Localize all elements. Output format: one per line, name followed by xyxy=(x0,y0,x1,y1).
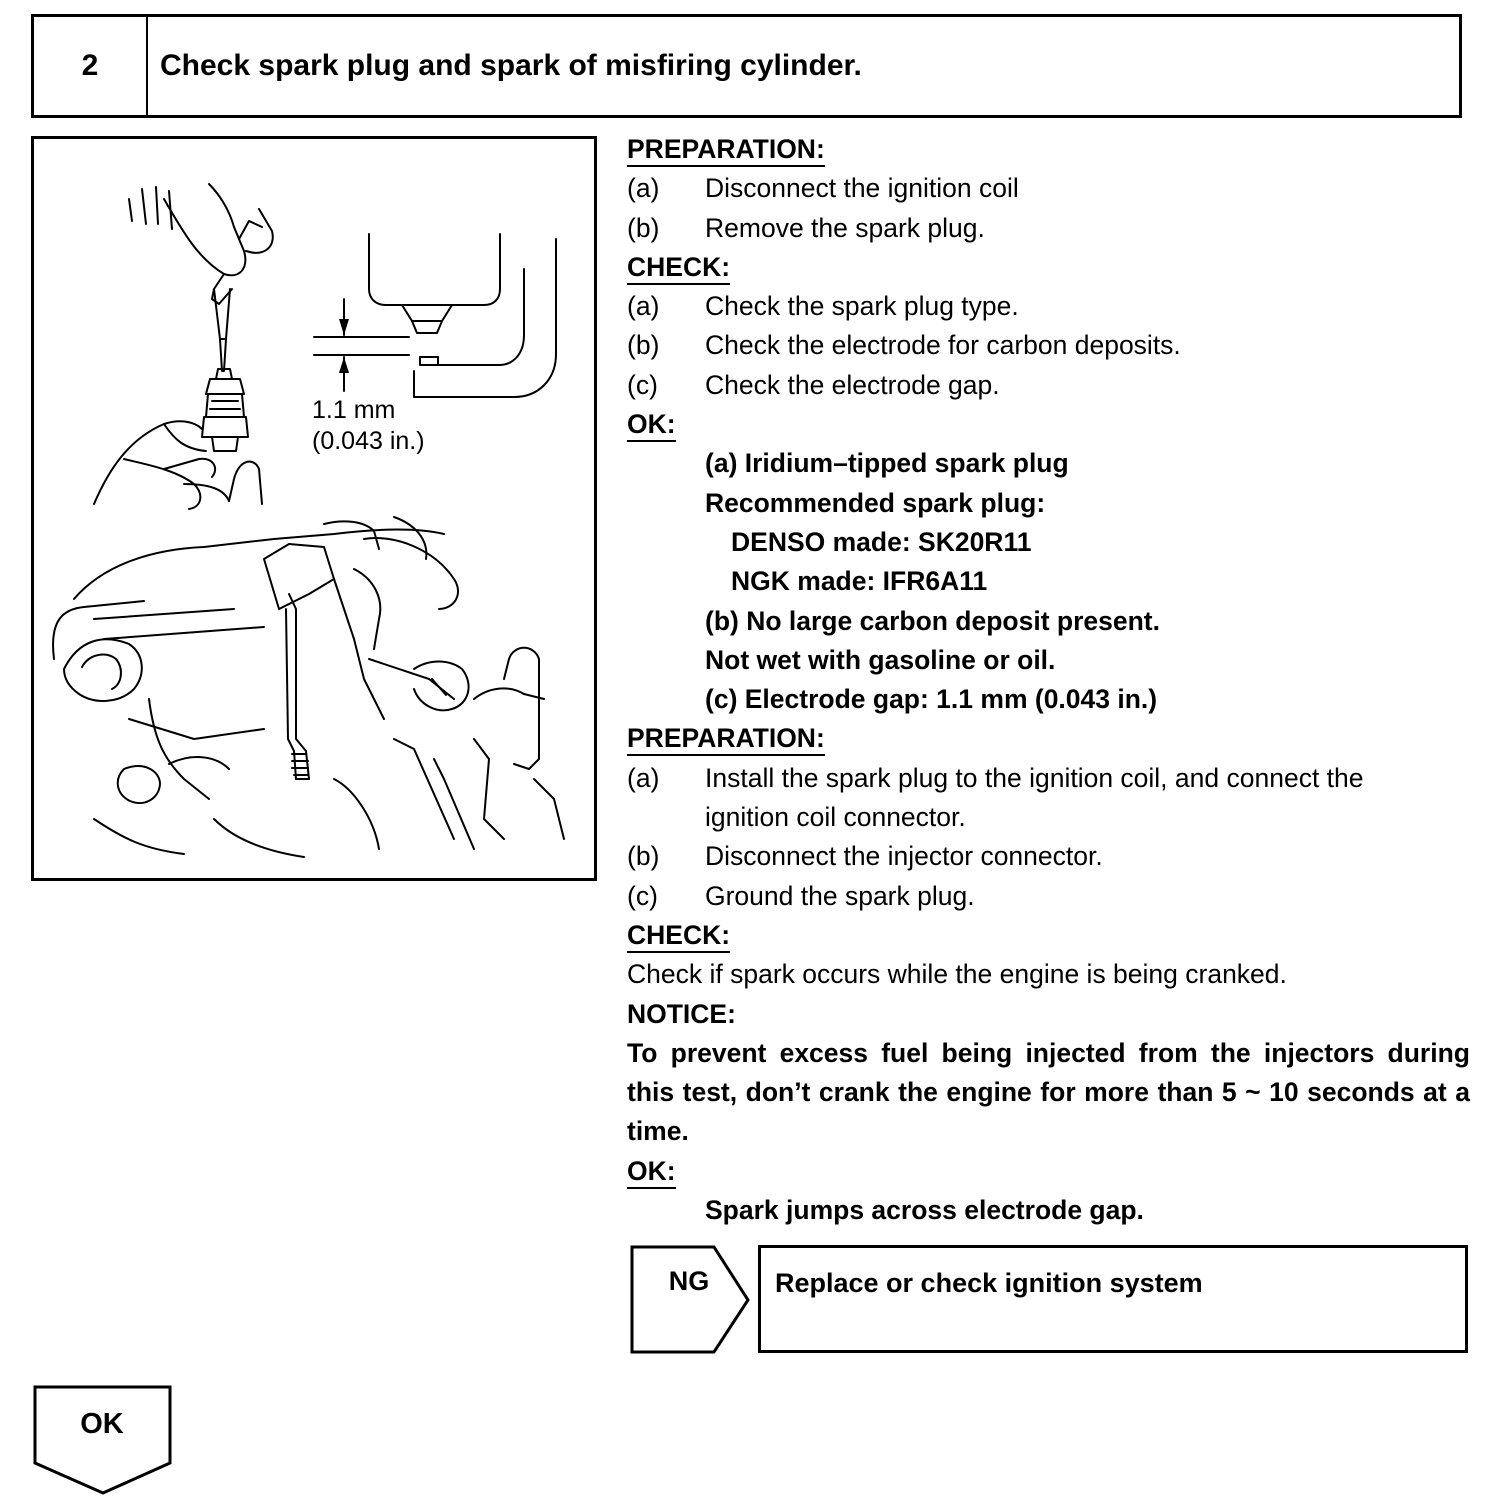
spec-recommended: Recommended spark plug: xyxy=(705,487,1046,518)
spec-not-wet: Not wet with gasoline or oil. xyxy=(705,644,1056,675)
list-item: (a) Disconnect the ignition coil xyxy=(627,173,1019,204)
step-number: 2 xyxy=(34,17,148,115)
preparation-heading-2: PREPARATION: xyxy=(627,723,825,756)
ng-action-text: Replace or check ignition system xyxy=(775,1268,1203,1298)
procedure-text xyxy=(627,130,1472,1230)
step-title: Check spark plug and spark of misfiring cylinder. xyxy=(160,49,862,82)
gap-value-in: (0.043 in.) xyxy=(312,427,425,455)
notice-heading: NOTICE: xyxy=(627,998,736,1029)
spec-spark-plug-type: (a) Iridium–tipped spark plug xyxy=(705,448,1069,479)
check-spark-text: Check if spark occurs while the engine is being cranked. xyxy=(627,959,1287,990)
ng-label: NG xyxy=(668,1266,710,1296)
list-item: ignition coil connector. xyxy=(705,802,966,833)
ok-arrow-shape xyxy=(33,1385,173,1497)
ok-result-text: Spark jumps across electrode gap. xyxy=(705,1195,1144,1226)
ng-arrow-shape xyxy=(630,1245,754,1355)
gap-measurement-label xyxy=(312,395,425,457)
list-item: (c) Ground the spark plug. xyxy=(627,880,975,911)
list-item: (b) Remove the spark plug. xyxy=(627,212,985,243)
ok-heading-2: OK: xyxy=(627,1156,676,1189)
illustration-drawing xyxy=(34,139,594,878)
check-heading-2: CHECK: xyxy=(627,920,730,953)
spec-carbon: (b) No large carbon deposit present. xyxy=(705,605,1160,636)
list-item: (b) Check the electrode for carbon deposits. xyxy=(627,330,1181,361)
check-heading-1: CHECK: xyxy=(627,252,730,285)
spec-gap: (c) Electrode gap: 1.1 mm (0.043 in.) xyxy=(705,684,1158,715)
preparation-heading-1: PREPARATION: xyxy=(627,134,825,167)
list-item: (b) Disconnect the injector connector. xyxy=(627,841,1103,872)
ok-heading-1: OK: xyxy=(627,409,676,442)
spec-denso: DENSO made: SK20R11 xyxy=(731,526,1032,557)
ng-action-box xyxy=(758,1245,1468,1353)
notice-text: To prevent excess fuel being injected from the injectors during this test, don’t crank the engine for more than 5 ~ 10 seconds at a time. xyxy=(627,1037,1470,1147)
list-item: (c) Check the electrode gap. xyxy=(627,369,1000,400)
spark-plug-illustration xyxy=(31,136,597,881)
list-item: (a) Check the spark plug type. xyxy=(627,291,1019,322)
gap-value-mm: 1.1 mm xyxy=(312,396,396,424)
step-header xyxy=(31,14,1462,118)
spec-ngk: NGK made: IFR6A11 xyxy=(731,566,988,597)
list-item: (a) Install the spark plug to the ignition coil, and connect the xyxy=(627,762,1364,793)
ok-flow-label: OK xyxy=(80,1408,124,1440)
